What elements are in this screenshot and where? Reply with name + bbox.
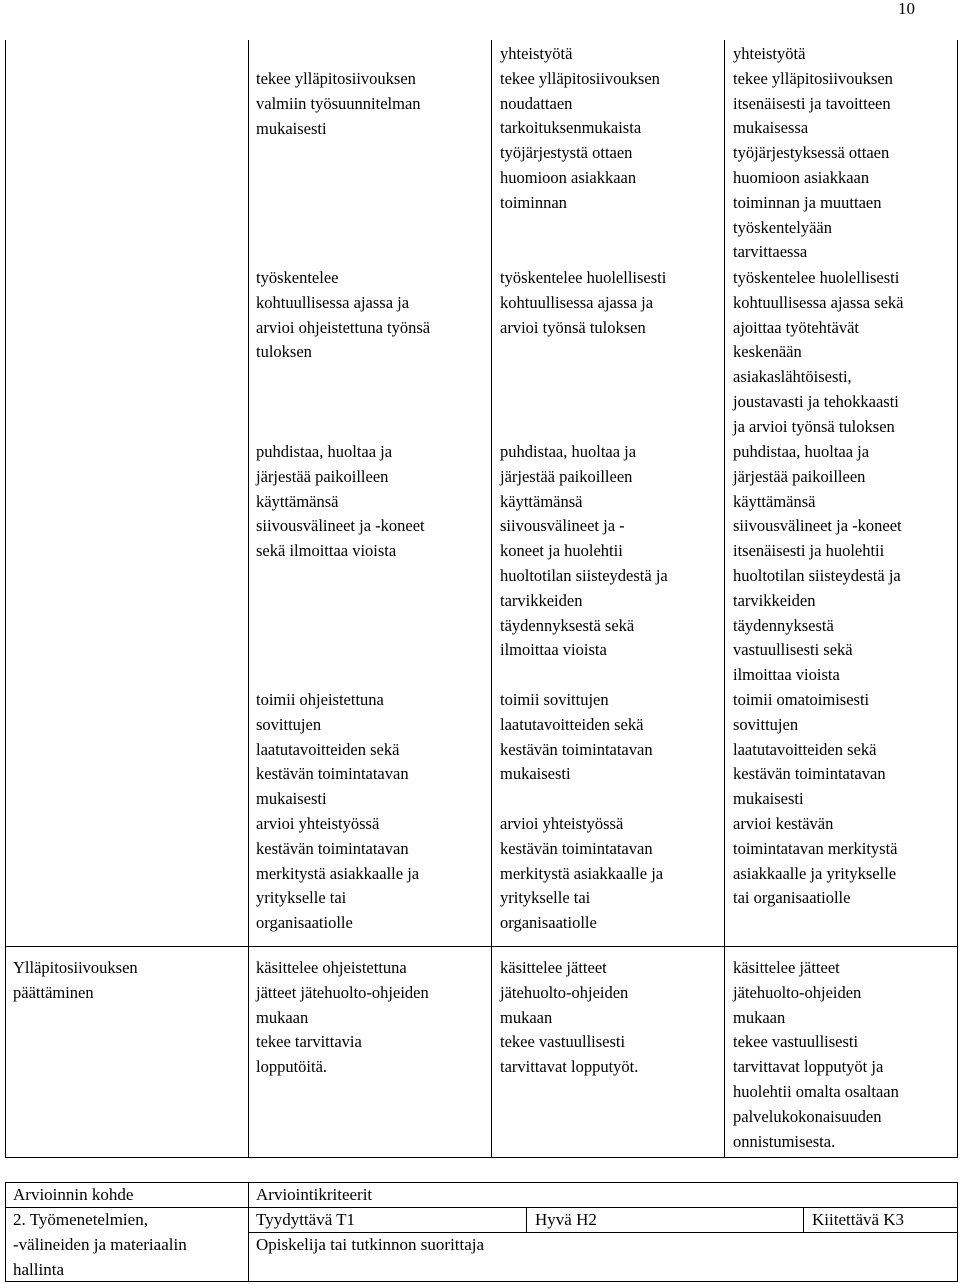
page-number: 10	[898, 0, 915, 18]
bottom-divider-3	[803, 1207, 804, 1233]
h2-equipment-care: puhdistaa, huoltaa ja järjestää paikoilleen käyttämänsä siivousvälineet ja - koneet ja huolehtii huoltotilan siisteydestä ja tarvikkeiden täydennyksestä sekä ilmoittaa vioista	[500, 442, 668, 660]
table-divider-3	[724, 40, 725, 1158]
assessment-criteria-header: Arviointikriteerit	[256, 1185, 373, 1204]
row-divider	[5, 946, 958, 947]
k3-equipment-care: puhdistaa, huoltaa ja järjestää paikoilleen käyttämänsä siivousvälineet ja -koneet itsenäisesti ja huolehtii huoltotilan siisteydestä ja tarvikkeiden täydennyksestä vastuullisesti sekä ilmoittaa vioista	[733, 442, 902, 685]
k3-finishing: käsittelee jätteet jätehuolto-ohjeiden mukaan tekee vastuullisesti tarvittavat lopputyöt ja huolehtii omalta osaltaan palvelukokonaisuuden onnistumisesta.	[733, 958, 899, 1151]
k3-plan-work: yhteistyötä tekee ylläpitosiivouksen itsenäisesti ja tavoitteen mukaisessa työjärjestyksessä ottaen huomioon asiakkaan toiminnan ja muuttaen työskentelyään tarvittaessa	[733, 44, 893, 262]
assessment-subject-header: Arvioinnin kohde	[13, 1185, 134, 1204]
t1-plan-work: tekee ylläpitosiivouksen valmiin työsuunnitelman mukaisesti	[256, 69, 421, 138]
h2-quality-goals: toimii sovittujen laatutavoitteiden sekä kestävän toimintatavan mukaisesti	[500, 690, 653, 784]
table-divider-2	[491, 40, 492, 1158]
table-border-bottom	[5, 1157, 958, 1158]
k3-quality-goals: toimii omatoimisesti sovittujen laatutavoitteiden sekä kestävän toimintatavan mukaisesti	[733, 690, 886, 809]
t1-equipment-care: puhdistaa, huoltaa ja järjestää paikoilleen käyttämänsä siivousvälineet ja -koneet sekä ilmoittaa vioista	[256, 442, 425, 561]
bottom-border-right	[957, 1182, 958, 1282]
k3-sustainability: arvioi kestävän toimintatavan merkitystä asiakkaalle ja yritykselle tai organisaatiolle	[733, 814, 898, 908]
row-label-finishing: Ylläpitosiivouksen päättäminen	[13, 958, 138, 1002]
t1-finishing: käsittelee ohjeistettuna jätteet jätehuolto-ohjeiden mukaan tekee tarvittavia lopputöitä.	[256, 958, 429, 1077]
grade-t1: Tyydyttävä T1	[256, 1210, 356, 1229]
t1-quality-goals: toimii ohjeistettuna sovittujen laatutavoitteiden sekä kestävän toimintatavan mukaisesti	[256, 690, 409, 809]
bottom-border-left	[5, 1182, 6, 1282]
grade-k3: Kiitettävä K3	[812, 1210, 905, 1229]
bottom-divider-1	[248, 1182, 249, 1282]
h2-finishing: käsittelee jätteet jätehuolto-ohjeiden mukaan tekee vastuullisesti tarvittavat lopputyöt.	[500, 958, 639, 1077]
performer-label: Opiskelija tai tutkinnon suorittaja	[256, 1235, 485, 1254]
h2-plan-work: yhteistyötä tekee ylläpitosiivouksen noudattaen tarkoituksenmukaista työjärjestystä ottaen huomioon asiakkaan toiminnan	[500, 44, 660, 212]
table-divider-1	[248, 40, 249, 1158]
assessment-subject: 2. Työmenetelmien, -välineiden ja materiaalin hallinta	[13, 1210, 187, 1279]
h2-work-pace: työskentelee huolellisesti kohtuullisessa ajassa ja arvioi työnsä tuloksen	[500, 268, 667, 337]
t1-work-pace: työskentelee kohtuullisessa ajassa ja arvioi ohjeistettuna työnsä tuloksen	[256, 268, 431, 362]
k3-work-pace: työskentelee huolellisesti kohtuullisessa ajassa sekä ajoittaa työtehtävät keskenään asiakaslähtöisesti, joustavasti ja tehokkaasti ja arvioi työnsä tuloksen	[733, 268, 904, 436]
table-border-left	[5, 40, 6, 1158]
h2-sustainability: arvioi yhteistyössä kestävän toimintatavan merkitystä asiakkaalle ja yritykselle tai organisaatiolle	[500, 814, 664, 933]
bottom-divider-2	[526, 1207, 527, 1233]
grade-h2: Hyvä H2	[535, 1210, 597, 1229]
t1-sustainability: arvioi yhteistyössä kestävän toimintatavan merkitystä asiakkaalle ja yritykselle tai organisaatiolle	[256, 814, 420, 933]
bottom-table-top	[5, 1182, 958, 1183]
